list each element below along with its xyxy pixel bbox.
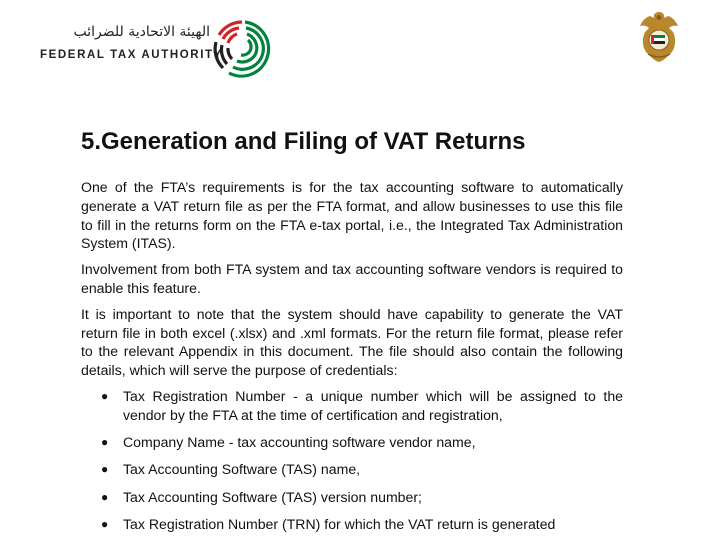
bullet-icon: ● <box>101 435 109 450</box>
list-item-text: Company Name - tax accounting software vendor name, <box>123 434 476 451</box>
credentials-list <box>81 387 623 534</box>
list-item <box>81 460 623 479</box>
bullet-icon: ● <box>101 388 109 403</box>
fta-arabic-name: الهيئة الاتحادية للضرائب <box>73 24 210 40</box>
uae-emblem-icon <box>636 8 682 64</box>
bullet-icon: ● <box>101 462 109 477</box>
list-item <box>81 433 623 452</box>
bullet-icon: ● <box>101 489 109 504</box>
list-item <box>81 387 623 425</box>
list-item-text: Tax Registration Number (TRN) for which the VAT return is generated <box>123 515 556 532</box>
list-item <box>81 515 623 534</box>
list-item-text: Tax Registration Number - a unique number which will be assigned to the vendor by the FTA at the time of certification and registration, <box>123 387 623 423</box>
list-item-text: Tax Accounting Software (TAS) name, <box>123 461 361 478</box>
bullet-icon: ● <box>101 516 109 531</box>
paragraph: One of the FTA’s requirements is for the tax accounting software to automatically generate a VAT return file as per the FTA format, and allow businesses to use this file to fill in the returns form on the FTA e-tax portal, i.e., the Integrated Tax Administration System (ITAS). <box>81 179 623 252</box>
paragraph: It is important to note that the system should have capability to generate the VAT return file in both excel (.xlsx) and .xml formats. For the return file format, please refer to the relevant Appendix in this document. The file should also contain the following details, which will serve the purpose of credentials: <box>81 305 623 379</box>
section-body <box>81 178 623 542</box>
fta-logo-icon <box>211 18 273 80</box>
list-item <box>81 488 623 507</box>
fta-english-name: FEDERAL TAX AUTHORITY <box>40 49 223 61</box>
document-header <box>0 0 716 90</box>
list-item-text: Tax Accounting Software (TAS) version number; <box>123 488 422 505</box>
paragraph: Involvement from both FTA system and tax accounting software vendors is required to enable this feature. <box>81 261 623 296</box>
section-title: 5.Generation and Filing of VAT Returns <box>81 128 526 155</box>
